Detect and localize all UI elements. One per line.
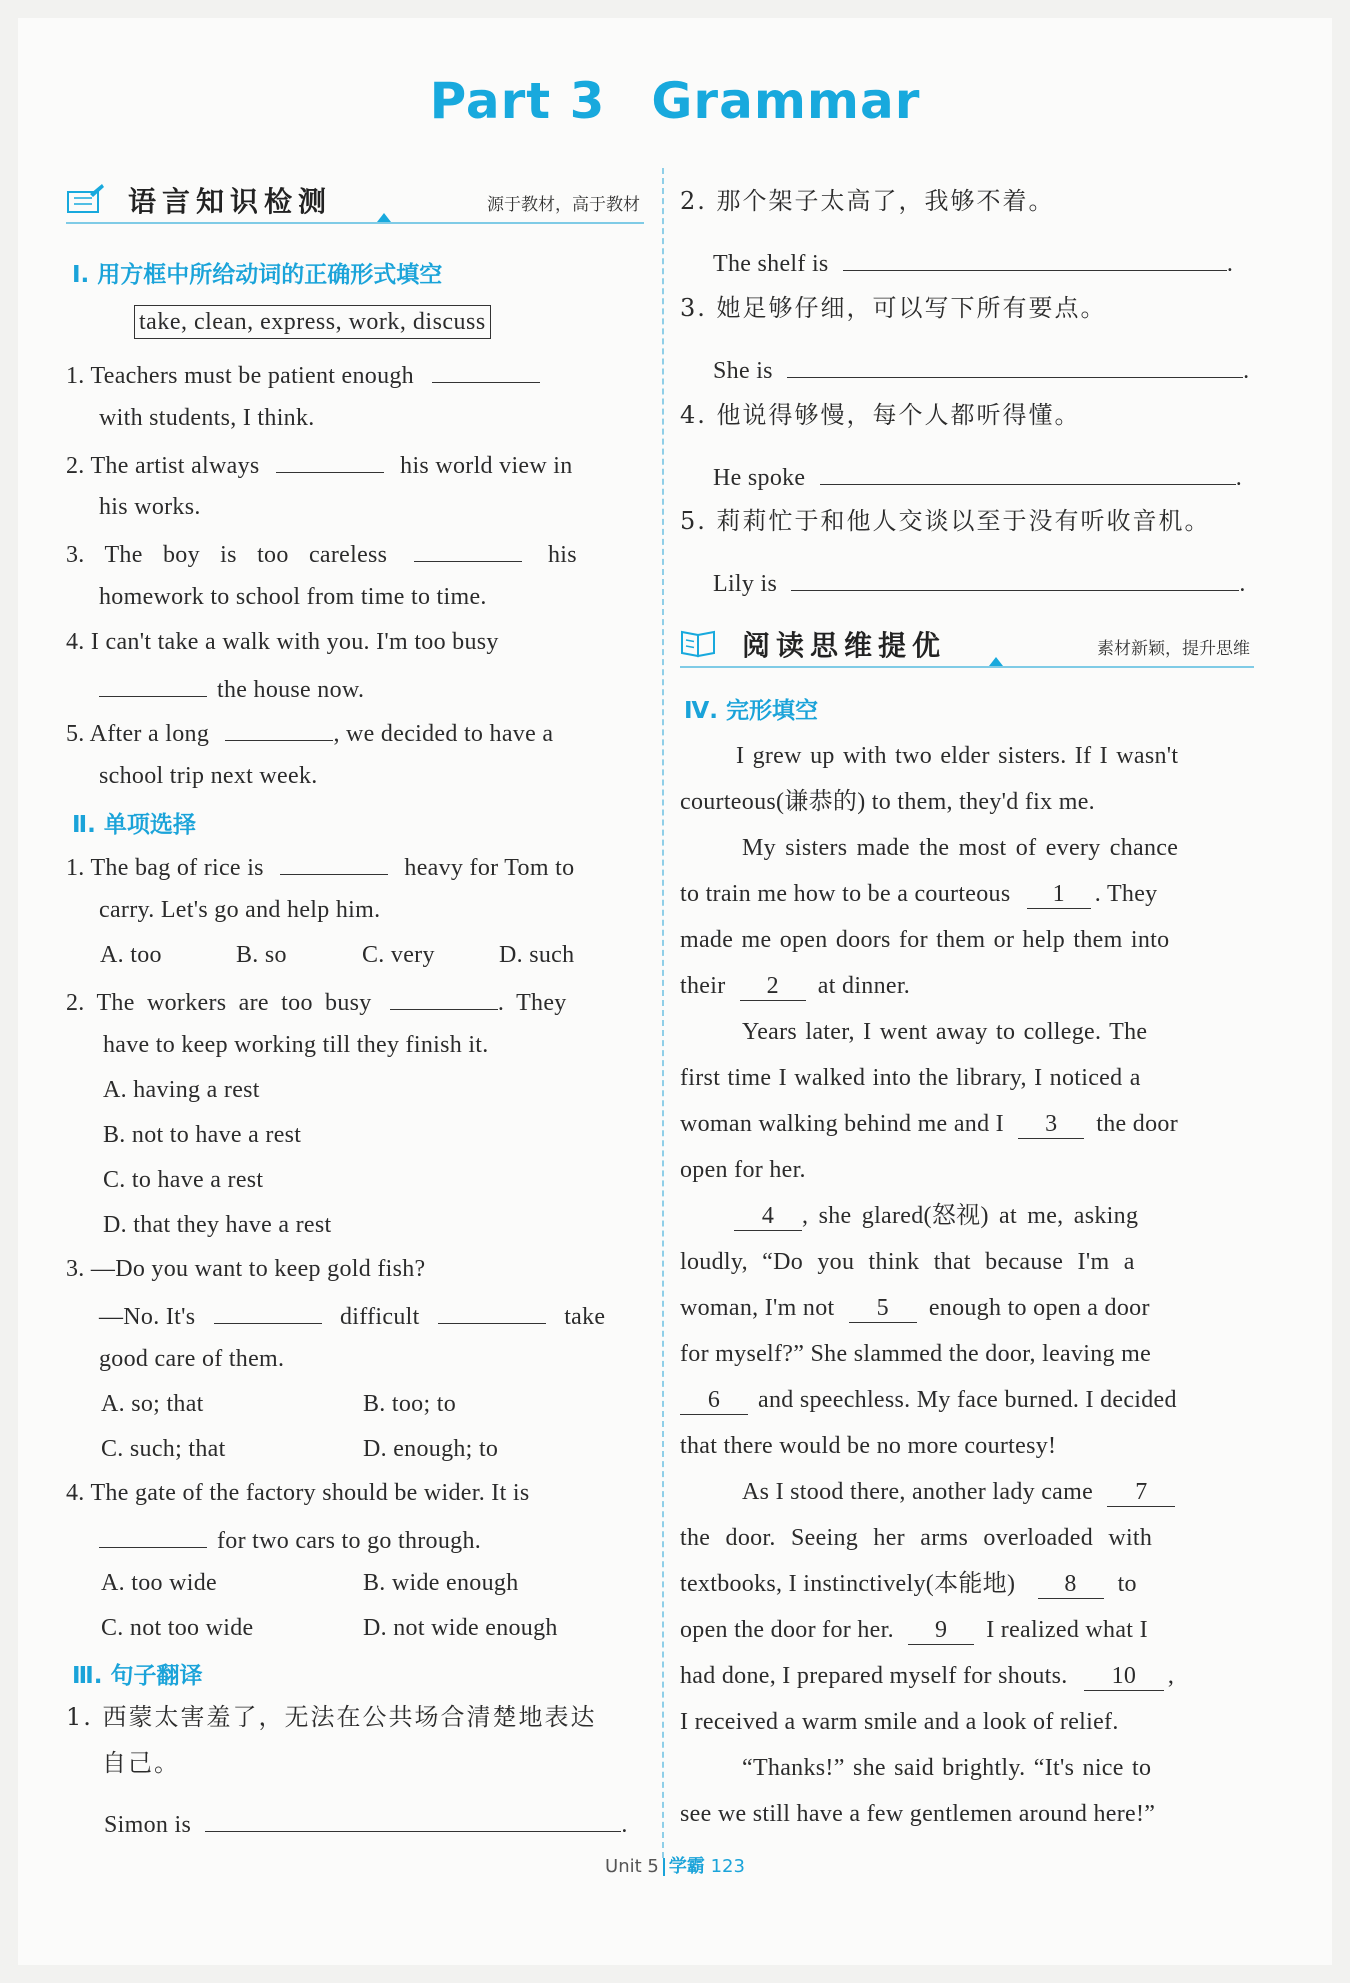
- p1-q1-line1: 1. Teachers must be patient enough: [66, 358, 540, 391]
- cloze-blank-7[interactable]: 7: [1107, 1478, 1175, 1507]
- cloze-line-24: see we still have a few gentlemen around here!”: [680, 1801, 1156, 1827]
- cloze-blank-1[interactable]: 1: [1027, 880, 1091, 909]
- answer-blank[interactable]: [787, 353, 1243, 378]
- answer-blank[interactable]: [791, 566, 1239, 591]
- cloze-blank-2[interactable]: 2: [740, 972, 806, 1001]
- p3-q2-en: The shelf is .: [713, 246, 1233, 279]
- cloze-blank-3[interactable]: 3: [1018, 1110, 1084, 1139]
- answer-blank[interactable]: [438, 1299, 546, 1324]
- cloze-line-20: open the door for her. 9 I realized what I: [680, 1617, 1148, 1643]
- p2-q3-opt-a[interactable]: A. so; that: [101, 1391, 204, 1417]
- answer-blank[interactable]: [276, 448, 384, 473]
- answer-blank[interactable]: [99, 1523, 207, 1548]
- p1-q1-line2: with students, I think.: [99, 405, 315, 431]
- p1-q3-line2: homework to school from time to time.: [99, 584, 487, 610]
- answer-blank[interactable]: [843, 246, 1227, 271]
- footer-unit: Unit 5: [605, 1856, 659, 1877]
- p2-q4-opt-c[interactable]: C. not too wide: [101, 1615, 254, 1641]
- cloze-line-8: first time I walked into the library, I noticed a: [680, 1065, 1141, 1091]
- page-title: [0, 72, 1350, 130]
- p3-q1-zh-line1: 1. 西蒙太害羞了，无法在公共场合清楚地表达: [66, 1703, 597, 1731]
- cloze-line-3: My sisters made the most of every chance: [742, 835, 1179, 861]
- p2-q1-opt-b[interactable]: B. so: [236, 942, 287, 968]
- section-subtitle: 源于教材，高于教材: [487, 195, 640, 215]
- cloze-line-18: the door. Seeing her arms overloaded with: [680, 1525, 1153, 1551]
- p2-q3-line2: —No. It's difficult take: [99, 1299, 605, 1332]
- p2-q4-opt-a[interactable]: A. too wide: [101, 1570, 217, 1596]
- title-part: Part 3: [429, 72, 606, 130]
- answer-blank[interactable]: [280, 850, 388, 875]
- footer-brand: 学霸: [668, 1856, 705, 1877]
- p2-q3-opt-b[interactable]: B. too; to: [363, 1391, 457, 1417]
- section-title: 阅读思维提优: [742, 629, 947, 662]
- footer-separator: [663, 1858, 665, 1876]
- cloze-line-9: woman walking behind me and I 3 the door: [680, 1111, 1178, 1137]
- p2-q3-opt-d[interactable]: D. enough; to: [363, 1436, 499, 1462]
- page-number: 123: [710, 1856, 745, 1877]
- cloze-line-10: open for her.: [680, 1157, 806, 1183]
- cloze-blank-10[interactable]: 10: [1084, 1662, 1164, 1691]
- cloze-line-22: I received a warm smile and a look of relief.: [680, 1709, 1119, 1735]
- triangle-marker: [377, 213, 391, 222]
- p1-q4-line2: the house now.: [99, 672, 364, 705]
- part2-heading: Ⅱ. 单项选择: [72, 812, 196, 838]
- section-title: 语言知识检测: [128, 185, 333, 218]
- p3-q5-en: Lily is .: [713, 566, 1246, 599]
- p3-q2-zh: 2. 那个架子太高了，我够不着。: [680, 187, 1055, 215]
- p1-q2-line1: 2. The artist always his world view in: [66, 448, 573, 481]
- cloze-line-19: textbooks, I instinctively(本能地) 8 to: [680, 1571, 1137, 1597]
- cloze-line-13: woman, I'm not 5 enough to open a door: [680, 1295, 1150, 1321]
- notebook-icon: [66, 182, 106, 216]
- part3-heading: Ⅲ. 句子翻译: [72, 1663, 203, 1689]
- cloze-line-21: had done, I prepared myself for shouts. 10 ,: [680, 1663, 1175, 1689]
- section-header-knowledge: [66, 178, 644, 224]
- p3-q1-en: Simon is .: [104, 1807, 628, 1840]
- p2-q2-opt-a[interactable]: A. having a rest: [103, 1077, 260, 1103]
- cloze-line-2: courteous(谦恭的) to them, they'd fix me.: [680, 789, 1095, 815]
- part1-heading: Ⅰ. 用方框中所给动词的正确形式填空: [72, 262, 443, 288]
- p1-q2-line2: his works.: [99, 494, 201, 520]
- cloze-line-4: to train me how to be a courteous 1 . They: [680, 881, 1158, 907]
- p2-q2-line2: have to keep working till they finish it.: [103, 1032, 489, 1058]
- cloze-line-5: made me open doors for them or help them into: [680, 927, 1170, 953]
- p3-q3-en: She is .: [713, 353, 1249, 386]
- section-header-reading: [680, 622, 1254, 668]
- p2-q1-opt-a[interactable]: A. too: [100, 942, 162, 968]
- p2-q4-opt-d[interactable]: D. not wide enough: [363, 1615, 558, 1641]
- cloze-line-16: that there would be no more courtesy!: [680, 1433, 1057, 1459]
- answer-blank[interactable]: [225, 716, 333, 741]
- p2-q1-opt-d[interactable]: D. such: [499, 942, 575, 968]
- p2-q4-opt-b[interactable]: B. wide enough: [363, 1570, 519, 1596]
- p2-q4-line2: for two cars to go through.: [99, 1523, 481, 1556]
- word-box: take, clean, express, work, discuss: [134, 305, 491, 339]
- p2-q2-opt-c[interactable]: C. to have a rest: [103, 1167, 264, 1193]
- cloze-blank-5[interactable]: 5: [849, 1294, 917, 1323]
- p2-q4-line1: 4. The gate of the factory should be wider. It is: [66, 1480, 530, 1506]
- section-subtitle: 素材新颖，提升思维: [1097, 639, 1250, 659]
- p3-q1-zh-line2: 自己。: [102, 1749, 180, 1777]
- answer-blank[interactable]: [205, 1807, 621, 1832]
- page-footer: [0, 1852, 1350, 1878]
- p1-q5-line2: school trip next week.: [99, 763, 318, 789]
- p3-q4-en: He spoke .: [713, 460, 1242, 493]
- title-name: Grammar: [651, 72, 921, 130]
- p2-q1-line2: carry. Let's go and help him.: [99, 897, 381, 923]
- answer-blank[interactable]: [414, 537, 522, 562]
- cloze-line-23: “Thanks!” she said brightly. “It's nice to: [742, 1755, 1152, 1781]
- cloze-line-12: loudly, “Do you think that because I'm a: [680, 1249, 1135, 1275]
- p1-q3-line1: 3. The boy is too careless his: [66, 537, 577, 570]
- cloze-blank-4[interactable]: 4: [734, 1202, 802, 1231]
- cloze-blank-9[interactable]: 9: [908, 1616, 974, 1645]
- p2-q3-line3: good care of them.: [99, 1346, 285, 1372]
- p2-q2-opt-d[interactable]: D. that they have a rest: [103, 1212, 332, 1238]
- answer-blank[interactable]: [820, 460, 1236, 485]
- triangle-marker: [989, 657, 1003, 666]
- cloze-line-11: 4 , she glared(怒视) at me, asking: [734, 1201, 1138, 1231]
- cloze-line-15: 6 and speechless. My face burned. I decided: [680, 1385, 1177, 1415]
- p2-q2-opt-b[interactable]: B. not to have a rest: [103, 1122, 302, 1148]
- answer-blank[interactable]: [390, 985, 498, 1010]
- answer-blank[interactable]: [99, 672, 207, 697]
- answer-blank[interactable]: [214, 1299, 322, 1324]
- cloze-line-17: As I stood there, another lady came 7: [742, 1477, 1175, 1507]
- p3-q4-zh: 4. 他说得够慢，每个人都听得懂。: [680, 401, 1081, 429]
- cloze-line-7: Years later, I went away to college. The: [742, 1019, 1148, 1045]
- p1-q5-line1: 5. After a long , we decided to have a: [66, 716, 553, 749]
- p2-q3-opt-c[interactable]: C. such; that: [101, 1436, 226, 1462]
- p1-q4-line1: 4. I can't take a walk with you. I'm too busy: [66, 629, 499, 655]
- cloze-blank-6[interactable]: 6: [680, 1386, 748, 1415]
- cloze-line-6: their 2 at dinner.: [680, 973, 911, 999]
- cloze-line-1: I grew up with two elder sisters. If I wasn't: [736, 743, 1179, 769]
- p2-q1-line1: 1. The bag of rice is heavy for Tom to: [66, 850, 574, 883]
- book-icon: [680, 626, 720, 660]
- column-divider: [662, 168, 664, 1858]
- p3-q3-zh: 3. 她足够仔细，可以写下所有要点。: [680, 294, 1107, 322]
- cloze-blank-8[interactable]: 8: [1038, 1570, 1104, 1599]
- part4-heading: Ⅳ. 完形填空: [684, 698, 819, 724]
- p2-q3-line1: 3. —Do you want to keep gold fish?: [66, 1256, 426, 1282]
- cloze-line-14: for myself?” She slammed the door, leaving me: [680, 1341, 1152, 1367]
- p2-q1-opt-c[interactable]: C. very: [362, 942, 435, 968]
- p3-q5-zh: 5. 莉莉忙于和他人交谈以至于没有听收音机。: [680, 507, 1211, 535]
- p2-q2-line1: 2. The workers are too busy . They: [66, 985, 567, 1018]
- answer-blank[interactable]: [432, 358, 540, 383]
